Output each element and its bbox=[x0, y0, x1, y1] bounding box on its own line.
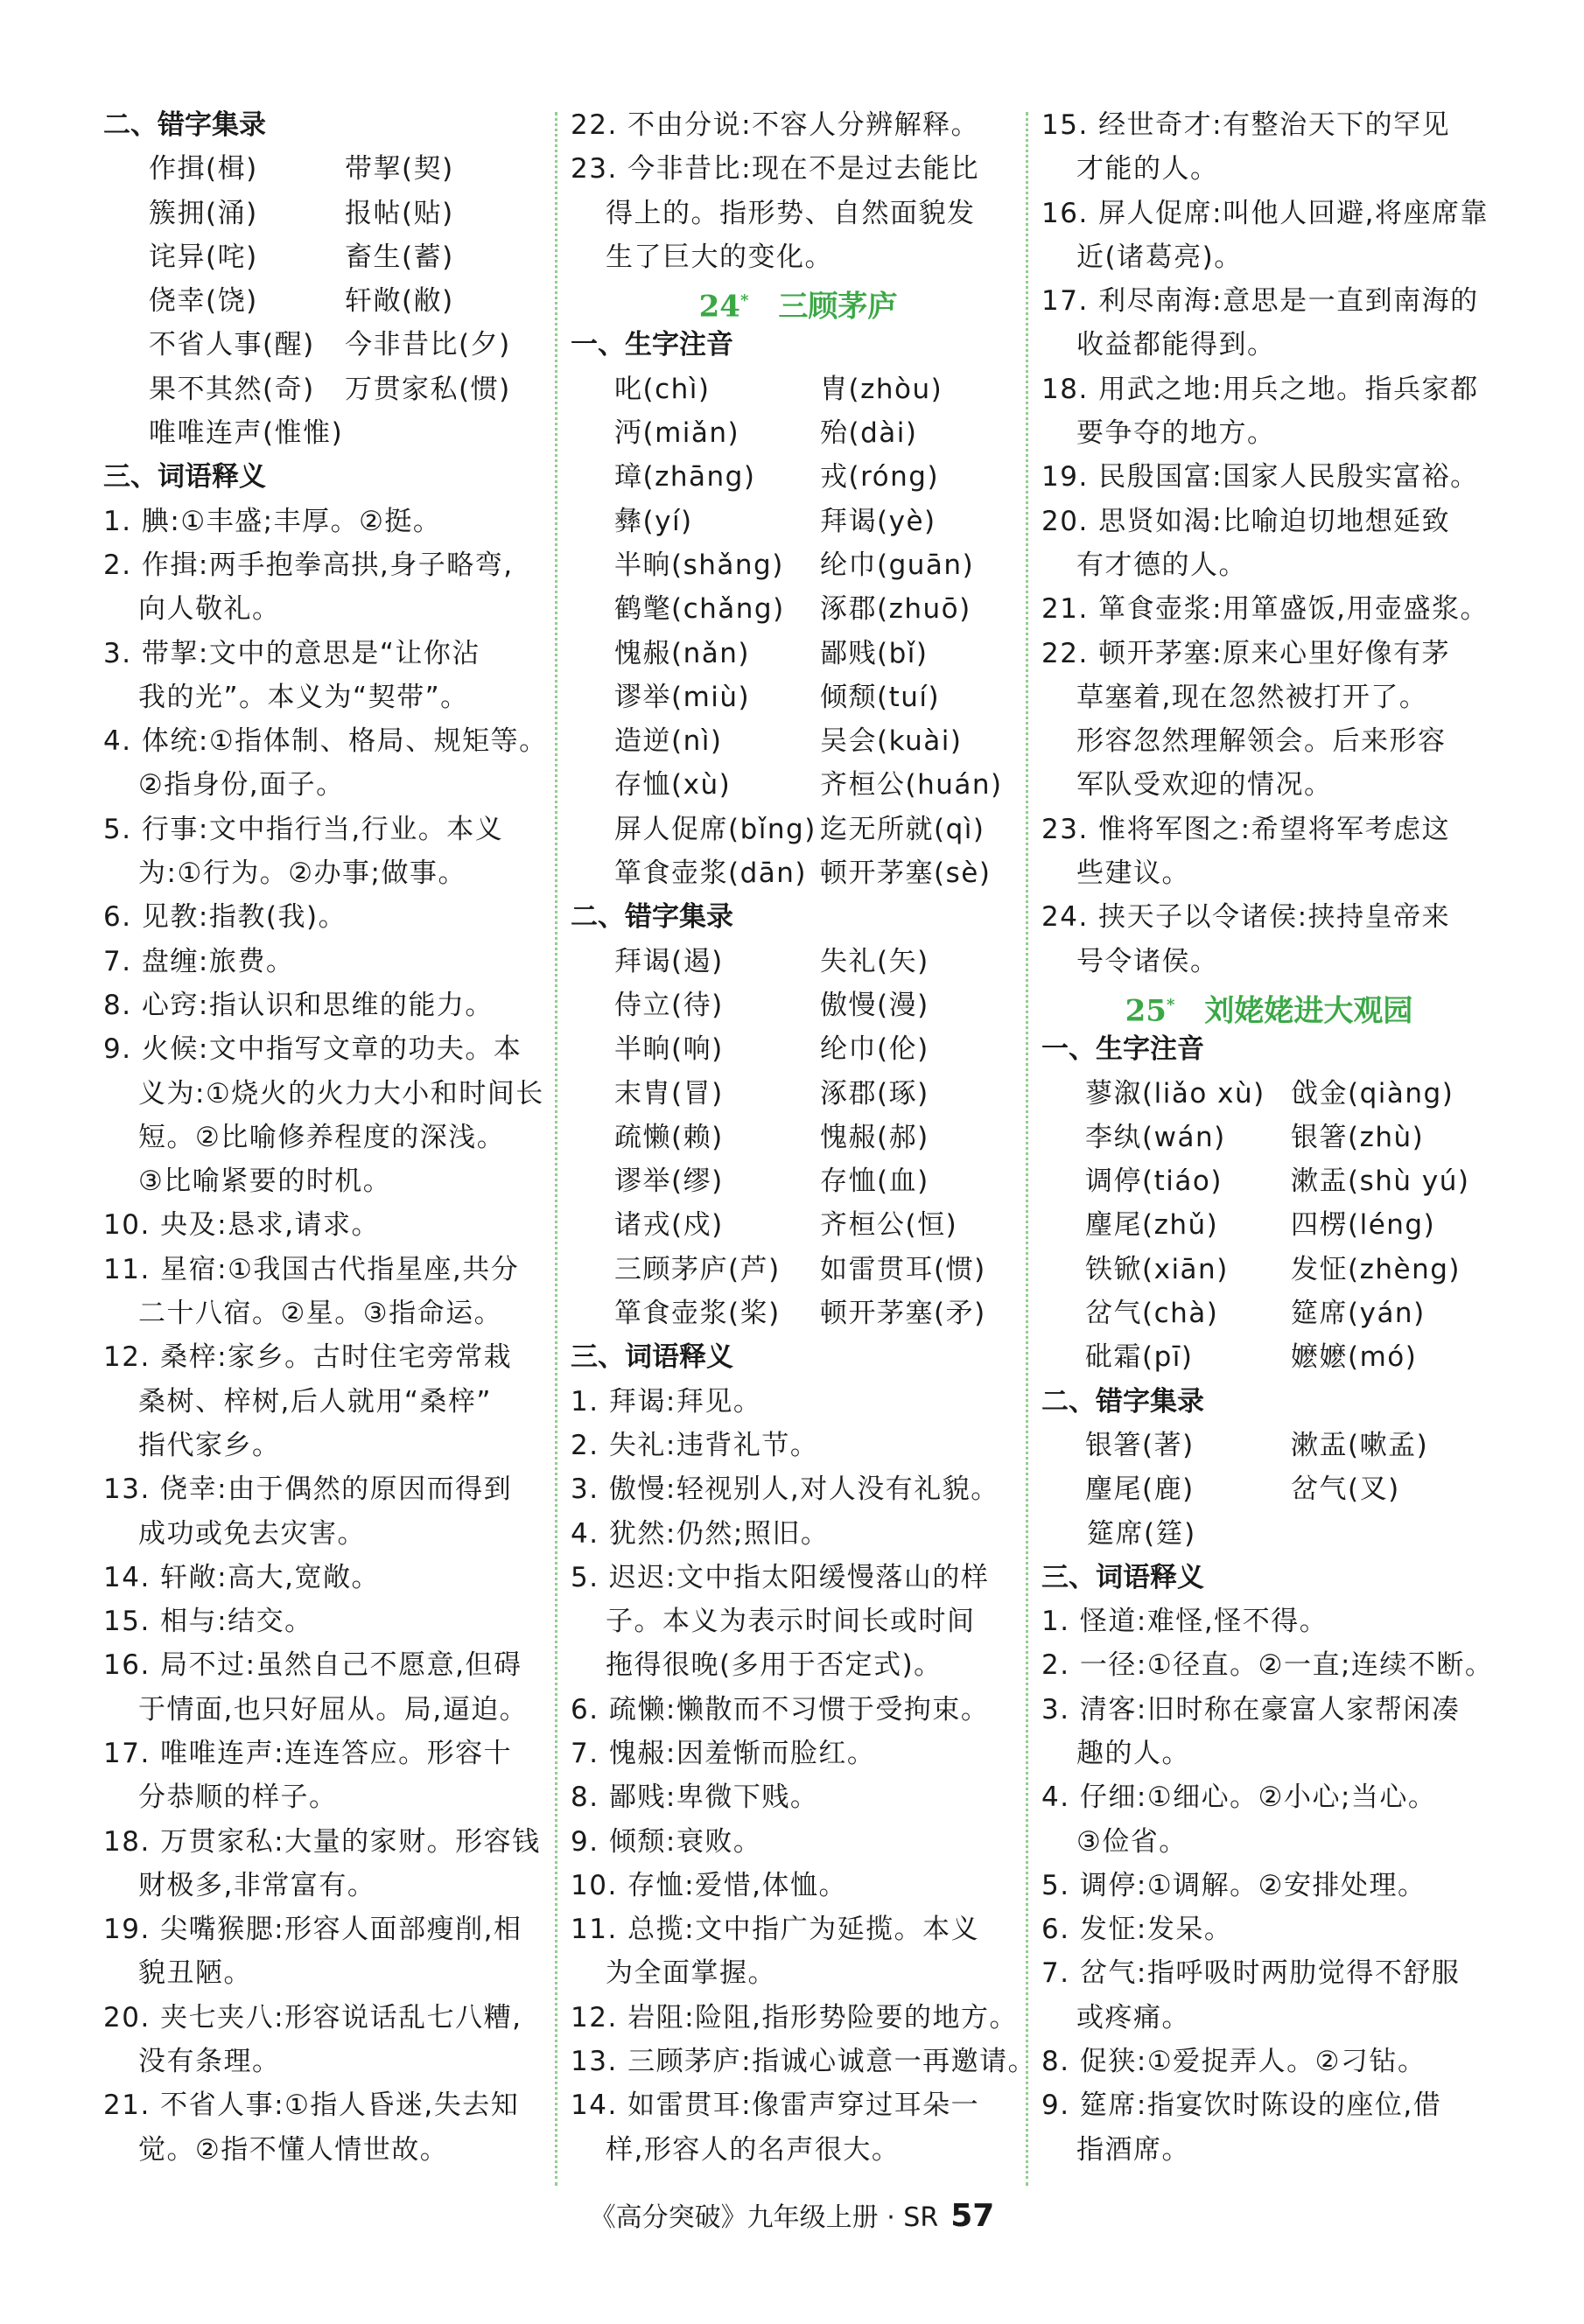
term-item: 倾颓(tuí) bbox=[820, 681, 941, 713]
term-item: 箪食壶浆(桨) bbox=[614, 1298, 781, 1330]
definition-line: 2. 一径:①径直。②一直;连续不断。 bbox=[1041, 1649, 1494, 1682]
term-item: 纶巾(伦) bbox=[820, 1033, 929, 1066]
term-pair-row bbox=[1041, 1335, 1496, 1379]
definition-line: 7. 岔气:指呼吸时两肋觉得不舒服 bbox=[1041, 1957, 1461, 1990]
column-divider-right bbox=[1026, 112, 1028, 2186]
term-item: 半晌(shǎng) bbox=[614, 549, 784, 581]
definition-line: 11. 总揽:文中指广为延揽。本义 bbox=[571, 1914, 980, 1946]
term-pair-row bbox=[1041, 1159, 1496, 1203]
term-item: 麈尾(鹿) bbox=[1085, 1474, 1195, 1506]
term-pair-row bbox=[571, 411, 1026, 455]
term-item: 侥幸(饶) bbox=[149, 285, 258, 318]
term-pair-row bbox=[1041, 1203, 1496, 1247]
definition-line: 9. 倾颓:衰败。 bbox=[571, 1825, 762, 1858]
term-pair-row bbox=[571, 455, 1026, 499]
definition-line: 趣的人。 bbox=[1076, 1737, 1190, 1769]
term-item: 麈尾(zhǔ) bbox=[1085, 1209, 1219, 1242]
section-heading: 二、错字集录 bbox=[1041, 1385, 1204, 1418]
definition-line: 向人敬礼。 bbox=[138, 593, 281, 626]
definition-line: 1. 拜谒:拜见。 bbox=[571, 1385, 762, 1418]
term-pair-row bbox=[1041, 1467, 1496, 1511]
column-right bbox=[1041, 103, 1496, 2172]
term-item: 顿开茅塞(矛) bbox=[820, 1298, 986, 1330]
definition-line: ③俭省。 bbox=[1076, 1825, 1188, 1858]
term-pair-row bbox=[1041, 1248, 1496, 1292]
term-pair-row bbox=[571, 1159, 1026, 1203]
term-pair-row bbox=[103, 192, 541, 235]
term-pair-row bbox=[1041, 1116, 1496, 1159]
term-pair-row bbox=[571, 1248, 1026, 1292]
term-pair-row bbox=[571, 1072, 1026, 1116]
term-item: 作揖(楫) bbox=[149, 153, 258, 186]
term-item: 愧赧(nǎn) bbox=[614, 637, 750, 669]
term-item: 半晌(响) bbox=[614, 1033, 724, 1066]
definition-line: ③比喻紧要的时机。 bbox=[138, 1166, 392, 1198]
term-item: 轩敞(敝) bbox=[345, 285, 454, 318]
term-pair-row bbox=[1041, 1292, 1496, 1335]
term-item: 唯唯连声(惟惟) bbox=[149, 417, 344, 450]
definition-line: 21. 不省人事:①指人昏迷,失去知 bbox=[103, 2090, 520, 2122]
term-pair-row bbox=[103, 368, 541, 411]
term-item: 万贯家私(惯) bbox=[345, 373, 511, 405]
term-item: 今非昔比(夕) bbox=[345, 329, 511, 361]
definition-line: 5. 迟迟:文中指太阳缓慢落山的样 bbox=[571, 1561, 990, 1593]
definition-line: 3. 清客:旧时称在豪富人家帮闲凑 bbox=[1041, 1693, 1461, 1726]
term-item: 失礼(矢) bbox=[820, 945, 929, 977]
definition-line: 分恭顺的样子。 bbox=[138, 1782, 338, 1814]
term-item: 带挈(契) bbox=[345, 153, 454, 186]
lesson-mark: * bbox=[1166, 995, 1175, 1014]
definition-line: 6. 发怔:发呆。 bbox=[1041, 1914, 1233, 1946]
definition-line: 近(诸葛亮)。 bbox=[1076, 241, 1243, 273]
definition-line: 2. 作揖:两手抱拳高拱,身子略弯, bbox=[103, 549, 514, 581]
definition-line: 5. 行事:文中指行当,行业。本义 bbox=[103, 813, 504, 845]
definition-line: 号令诸侯。 bbox=[1076, 945, 1219, 977]
definition-line: 8. 促狭:①爱捉弄人。②刁钻。 bbox=[1041, 2046, 1426, 2078]
term-item: 戗金(qiàng) bbox=[1291, 1077, 1454, 1110]
definition-line: 18. 万贯家私:大量的家财。形容钱 bbox=[103, 1825, 541, 1858]
definition-line: 6. 疏懒:懒散而不习惯于受拘束。 bbox=[571, 1693, 990, 1726]
definition-line: 子。本义为表示时间长或时间 bbox=[606, 1606, 976, 1638]
definition-line: 20. 思贤如渴:比喻迫切地想延致 bbox=[1041, 505, 1451, 537]
term-item: 拜谒(yè) bbox=[820, 505, 936, 537]
definition-line: 指代家乡。 bbox=[138, 1429, 281, 1461]
term-item: 拜谒(遏) bbox=[614, 945, 724, 977]
definition-line: 得上的。指形势、自然面貌发 bbox=[606, 197, 976, 229]
lesson-mark: * bbox=[739, 291, 749, 311]
term-pair-row bbox=[571, 543, 1026, 587]
definition-line: 15. 经世奇才:有整治天下的罕见 bbox=[1041, 109, 1451, 141]
definition-line: 些建议。 bbox=[1076, 858, 1190, 890]
term-item: 谬举(缪) bbox=[614, 1166, 724, 1198]
column-middle bbox=[571, 103, 1037, 2172]
term-item: 报帖(贴) bbox=[345, 197, 454, 229]
term-item: 诸戎(戍) bbox=[614, 1209, 724, 1242]
term-pair-row bbox=[571, 940, 1026, 984]
definition-line: 8. 心窍:指认识和思维的能力。 bbox=[103, 989, 494, 1021]
definition-line: 19. 民殷国富:国家人民殷实富裕。 bbox=[1041, 461, 1479, 494]
definition-line: 指酒席。 bbox=[1076, 2133, 1190, 2166]
term-pair-row bbox=[571, 500, 1026, 543]
term-item: 吴会(kuài) bbox=[820, 725, 963, 758]
definition-line: 18. 用武之地:用兵之地。指兵家都 bbox=[1041, 373, 1479, 405]
term-item: 发怔(zhèng) bbox=[1291, 1253, 1461, 1285]
term-item: 果不其然(奇) bbox=[149, 373, 315, 405]
term-pair-row bbox=[1041, 1072, 1496, 1116]
term-pair-row bbox=[571, 587, 1026, 631]
term-item: 四楞(léng) bbox=[1291, 1209, 1436, 1242]
definition-line: 4. 仔细:①细心。②小心;当心。 bbox=[1041, 1782, 1437, 1814]
section-heading: 一、生字注音 bbox=[571, 329, 733, 361]
definition-line: 财极多,非常富有。 bbox=[138, 1869, 376, 1901]
term-pair-row bbox=[103, 279, 541, 323]
definition-line: 1. 腆:①丰盛;丰厚。②挺。 bbox=[103, 505, 442, 537]
lesson-title: 刘姥姥进大观园 bbox=[1204, 993, 1413, 1029]
definition-line: 生了巨大的变化。 bbox=[606, 241, 833, 273]
definition-line: 11. 星宿:①我国古代指星座,共分 bbox=[103, 1253, 520, 1285]
term-item: 漱盂(shù yú) bbox=[1291, 1166, 1470, 1198]
definition-line: 10. 央及:恳求,请求。 bbox=[103, 1209, 380, 1242]
term-item: 谬举(miù) bbox=[614, 681, 751, 713]
definition-line: 形容忽然理解领会。后来形容 bbox=[1076, 725, 1447, 758]
definition-line: 19. 尖嘴猴腮:形容人面部瘦削,相 bbox=[103, 1914, 522, 1946]
term-item: 嬷嬷(mó) bbox=[1291, 1341, 1418, 1374]
definition-line: 21. 箪食壶浆:用箪盛饭,用壶盛浆。 bbox=[1041, 593, 1489, 626]
term-item: 叱(chì) bbox=[614, 373, 711, 405]
definition-line: 17. 利尽南海:意思是一直到南海的 bbox=[1041, 285, 1479, 318]
term-item: 纶巾(guān) bbox=[820, 549, 975, 581]
section-heading: 二、错字集录 bbox=[103, 109, 266, 141]
definition-line: 要争夺的地方。 bbox=[1076, 417, 1276, 450]
definition-line: 2. 失礼:违背礼节。 bbox=[571, 1429, 819, 1461]
term-item: 屏人促席(bǐng) bbox=[614, 813, 817, 845]
term-pair-row bbox=[571, 676, 1026, 719]
column-divider-left bbox=[555, 112, 557, 2186]
definition-line: 7. 盘缠:旅费。 bbox=[103, 945, 295, 977]
term-item: 齐桓公(恒) bbox=[820, 1209, 958, 1242]
definition-line: 24. 挟天子以令诸侯:挟持皇帝来 bbox=[1041, 901, 1451, 934]
term-pair-row bbox=[103, 323, 541, 367]
term-pair-row bbox=[571, 1203, 1026, 1247]
term-item: 胄(zhòu) bbox=[820, 373, 943, 405]
term-item: 铁锨(xiān) bbox=[1085, 1253, 1229, 1285]
definition-line: 14. 如雷贯耳:像雷声穿过耳朵一 bbox=[571, 2090, 980, 2122]
page-number: 57 bbox=[950, 2198, 995, 2234]
term-item: 末胄(冒) bbox=[614, 1077, 724, 1110]
term-item: 疏懒(赖) bbox=[614, 1121, 724, 1153]
term-item: 银箸(著) bbox=[1085, 1429, 1195, 1461]
definition-line: 1. 怪道:难怪,怪不得。 bbox=[1041, 1606, 1328, 1638]
term-pair-row bbox=[103, 235, 541, 279]
definition-line: 5. 调停:①调解。②安排处理。 bbox=[1041, 1869, 1426, 1901]
term-pair-row bbox=[571, 984, 1026, 1027]
definition-line: 为全面掌握。 bbox=[606, 1957, 776, 1990]
definition-line: 样,形容人的名声很大。 bbox=[606, 2133, 901, 2166]
term-pair-row bbox=[571, 632, 1026, 676]
definition-line: 有才德的人。 bbox=[1076, 549, 1247, 581]
term-item: 筵席(筳) bbox=[1087, 1517, 1196, 1550]
term-item: 愧赧(郝) bbox=[820, 1121, 929, 1153]
definition-line: ②指身份,面子。 bbox=[138, 769, 345, 802]
definition-line: 貌丑陋。 bbox=[138, 1957, 252, 1990]
term-pair-row bbox=[571, 851, 1026, 895]
term-item: 如雷贯耳(惯) bbox=[820, 1253, 986, 1285]
section-heading: 三、词语释义 bbox=[571, 1341, 733, 1374]
definition-line: 我的光”。本义为“契带”。 bbox=[138, 681, 469, 713]
term-item: 彝(yí) bbox=[614, 505, 693, 537]
term-item: 簇拥(涌) bbox=[149, 197, 258, 229]
definition-line: 草塞着,现在忽然被打开了。 bbox=[1076, 681, 1428, 713]
definition-line: 二十八宿。②星。③指命运。 bbox=[138, 1298, 503, 1330]
definition-line: 6. 见教:指教(我)。 bbox=[103, 901, 347, 934]
term-item: 蓼溆(liǎo xù) bbox=[1085, 1077, 1265, 1110]
footer-book-title: 《高分突破》九年级上册 · SR bbox=[589, 2202, 939, 2233]
term-item: 畜生(蓄) bbox=[345, 241, 454, 273]
definition-line: 22. 不由分说:不容人分辨解释。 bbox=[571, 109, 980, 141]
section-heading: 一、生字注音 bbox=[1041, 1033, 1204, 1066]
term-item: 李纨(wán) bbox=[1085, 1121, 1226, 1153]
lesson-heading bbox=[1041, 984, 1496, 1027]
definition-line: 14. 轩敞:高大,宽敞。 bbox=[103, 1561, 380, 1593]
definition-line: 军队受欢迎的情况。 bbox=[1076, 769, 1333, 802]
term-item: 鄙贱(bǐ) bbox=[820, 637, 929, 669]
definition-line: 13. 侥幸:由于偶然的原因而得到 bbox=[103, 1474, 513, 1506]
definition-line: 10. 存恤:爱惜,体恤。 bbox=[571, 1869, 847, 1901]
definition-line: 17. 唯唯连声:连连答应。形容十 bbox=[103, 1737, 513, 1769]
definition-line: 20. 夹七夹八:形容说话乱七八糟, bbox=[103, 2001, 522, 2034]
term-item: 不省人事(醒) bbox=[149, 329, 315, 361]
term-item: 银箸(zhù) bbox=[1291, 1121, 1425, 1153]
term-item: 漱盂(嗽孟) bbox=[1291, 1429, 1429, 1461]
term-pair-row bbox=[571, 1116, 1026, 1159]
term-item: 傲慢(漫) bbox=[820, 989, 929, 1021]
definition-line: 7. 愧赧:因羞惭而脸红。 bbox=[571, 1737, 876, 1769]
definition-line: 桑树、梓树,后人就用“桑梓” bbox=[138, 1385, 492, 1418]
definition-line: 觉。②指不懂人情世故。 bbox=[138, 2133, 449, 2166]
definition-line: 拖得很晚(多用于否定式)。 bbox=[606, 1649, 943, 1682]
definition-line: 9. 火候:文中指写文章的功夫。本 bbox=[103, 1033, 522, 1066]
term-item: 筵席(yán) bbox=[1291, 1298, 1426, 1330]
term-item: 侍立(待) bbox=[614, 989, 724, 1021]
term-pair-row bbox=[571, 1292, 1026, 1335]
definition-line: 15. 相与:结交。 bbox=[103, 1606, 313, 1638]
section-heading: 二、错字集录 bbox=[571, 901, 733, 934]
term-item: 顿开茅塞(sè) bbox=[820, 858, 992, 890]
term-item: 存恤(xù) bbox=[614, 769, 732, 802]
definition-line: 3. 带挈:文中的意思是“让你沾 bbox=[103, 637, 480, 669]
term-item: 戎(róng) bbox=[820, 461, 940, 494]
definition-line: 16. 屏人促席:叫他人回避,将座席靠 bbox=[1041, 197, 1489, 229]
term-item: 调停(tiáo) bbox=[1085, 1166, 1223, 1198]
definition-line: 成功或免去灾害。 bbox=[138, 1517, 366, 1550]
definition-line: 短。②比喻修养程度的深浅。 bbox=[138, 1121, 506, 1153]
definition-line: 13. 三顾茅庐:指诚心诚意一再邀请。 bbox=[571, 2046, 1037, 2078]
spacer bbox=[748, 290, 778, 325]
term-pair-row bbox=[103, 147, 541, 191]
definition-line: 4. 体统:①指体制、格局、规矩等。 bbox=[103, 725, 548, 758]
spacer bbox=[1174, 993, 1204, 1028]
column-left bbox=[103, 103, 548, 2172]
lesson-number: 25 bbox=[1125, 993, 1167, 1029]
term-item: 箪食壶浆(dān) bbox=[614, 858, 808, 890]
section-heading: 三、词语释义 bbox=[103, 461, 266, 494]
term-pair-row bbox=[571, 808, 1026, 851]
page-footer bbox=[0, 2194, 1584, 2240]
definition-line: 没有条理。 bbox=[138, 2046, 281, 2078]
term-item: 沔(miǎn) bbox=[614, 417, 740, 450]
definition-line: 12. 岩阻:险阻,指形势险要的地方。 bbox=[571, 2001, 1018, 2034]
section-heading: 三、词语释义 bbox=[1041, 1561, 1204, 1593]
definition-line: 才能的人。 bbox=[1076, 153, 1219, 186]
term-item: 诧异(咤) bbox=[149, 241, 258, 273]
term-item: 璋(zhāng) bbox=[614, 461, 756, 494]
term-item: 齐桓公(huán) bbox=[820, 769, 1003, 802]
definition-line: 12. 桑梓:家乡。古时住宅旁常栽 bbox=[103, 1341, 513, 1374]
term-item: 涿郡(zhuō) bbox=[820, 593, 971, 626]
term-pair-row bbox=[571, 368, 1026, 411]
definition-line: 义为:①烧火的火力大小和时间长 bbox=[138, 1077, 544, 1110]
term-pair-row bbox=[571, 719, 1026, 763]
definition-line: 9. 筵席:指宴饮时陈设的座位,借 bbox=[1041, 2090, 1442, 2122]
definition-line: 22. 顿开茅塞:原来心里好像有茅 bbox=[1041, 637, 1451, 669]
lesson-number: 24 bbox=[698, 289, 740, 325]
definition-line: 收益都能得到。 bbox=[1076, 329, 1276, 361]
term-item: 殆(dài) bbox=[820, 417, 918, 450]
term-item: 岔气(叉) bbox=[1291, 1474, 1400, 1506]
term-item: 涿郡(琢) bbox=[820, 1077, 929, 1110]
lesson-heading bbox=[571, 279, 1026, 323]
term-item: 造逆(nì) bbox=[614, 725, 723, 758]
definition-line: 为:①行为。②办事;做事。 bbox=[138, 858, 466, 890]
term-pair-row bbox=[571, 763, 1026, 807]
term-item: 存恤(血) bbox=[820, 1166, 929, 1198]
definition-line: 23. 惟将军图之:希望将军考虑这 bbox=[1041, 813, 1451, 845]
term-item: 迄无所就(qì) bbox=[820, 813, 985, 845]
definition-line: 4. 犹然:仍然;照旧。 bbox=[571, 1517, 830, 1550]
definition-line: 23. 今非昔比:现在不是过去能比 bbox=[571, 153, 980, 186]
term-item: 岔气(chà) bbox=[1085, 1298, 1219, 1330]
definition-line: 8. 鄙贱:卑微下贱。 bbox=[571, 1782, 819, 1814]
term-pair-row bbox=[571, 1027, 1026, 1071]
definition-line: 于情面,也只好屈从。局,逼迫。 bbox=[138, 1693, 529, 1726]
lesson-title: 三顾茅庐 bbox=[778, 289, 898, 325]
definition-line: 或疼痛。 bbox=[1076, 2001, 1190, 2034]
definition-line: 16. 局不过:虽然自己不愿意,但碍 bbox=[103, 1649, 522, 1682]
term-item: 砒霜(pī) bbox=[1085, 1341, 1194, 1374]
term-item: 三顾茅庐(芦) bbox=[614, 1253, 781, 1285]
term-item: 鹤氅(chǎng) bbox=[614, 593, 785, 626]
definition-line: 3. 傲慢:轻视别人,对人没有礼貌。 bbox=[571, 1474, 999, 1506]
term-pair-row bbox=[1041, 1424, 1496, 1467]
